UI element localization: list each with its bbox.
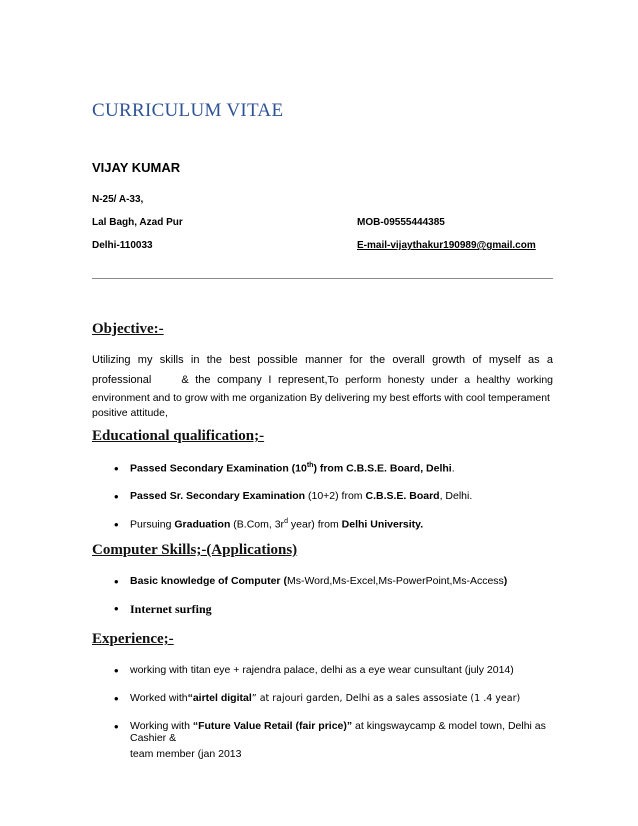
experience-list-3	[92, 720, 553, 764]
objective-heading: Objective:-	[92, 321, 164, 337]
experience-list-2	[92, 692, 553, 704]
experience-list	[92, 664, 553, 676]
objective-text	[92, 350, 553, 420]
objective-line-2	[92, 370, 553, 390]
address-line-1: N-25/ A-33,	[92, 194, 144, 205]
list-item: • Passed Secondary Examination (10th) from C.B.S.E. Board, Delhi.	[92, 462, 553, 475]
experience-heading: Experience;-	[92, 631, 174, 647]
objective-line-4: positive attitude,	[92, 407, 168, 419]
header-divider	[92, 278, 553, 279]
address-line-2: Lal Bagh, Azad Pur	[92, 217, 183, 228]
objective-line-2a: professional	[92, 374, 152, 386]
list-item: • Basic knowledge of Computer (Ms-Word,Ms-Excel,Ms-PowerPoint,Ms-Access)	[92, 575, 553, 587]
objective-line-3: environment and to grow with me organization By delivering my best efforts with cool temperament	[92, 392, 550, 404]
list-item: • working with titan eye + rajendra palace, delhi as a eye wear cunsultant (july 2014)	[92, 664, 553, 676]
skills-list	[92, 575, 553, 587]
email-address: E-mail-vijaythakur190989@gmail.com	[357, 240, 536, 251]
list-item: • Internet surfing	[92, 602, 553, 617]
candidate-name: VIJAY KUMAR	[92, 160, 181, 175]
list-item: • Worked with“airtel digital” at rajouri garden, Delhi as a sales assosiate (1 .4 year)	[92, 692, 553, 704]
education-list	[92, 462, 553, 475]
education-list-2	[92, 490, 553, 502]
objective-line-1: Utilizing my skills in the best possible manner for the overall growth of myself as a	[92, 354, 553, 366]
education-list-3	[92, 518, 553, 531]
list-item: • Pursuing Graduation (B.Com, $3r^d$ year) from Delhi University.	[92, 518, 553, 531]
mobile-number: MOB-09555444385	[357, 217, 445, 228]
page-title: CURRICULUM VITAE	[92, 100, 284, 121]
objective-line-2c: To perform honesty under a healthy working	[327, 374, 553, 386]
skills-list-2	[92, 602, 553, 617]
objective-line-2b: & the company I represent,	[181, 374, 328, 386]
list-item: • Working with “Future Value Retail (fair price)” at kingswaycamp & model town, Delhi as Cashier & team member (jan 2013	[92, 720, 553, 764]
education-heading: Educational qualification;-	[92, 428, 265, 444]
skills-heading: Computer Skills;-(Applications)	[92, 542, 298, 558]
list-item: • Passed Sr. Secondary Examination (10+2) from C.B.S.E. Board, Delhi.	[92, 490, 553, 502]
address-line-3: Delhi-110033	[92, 240, 153, 251]
